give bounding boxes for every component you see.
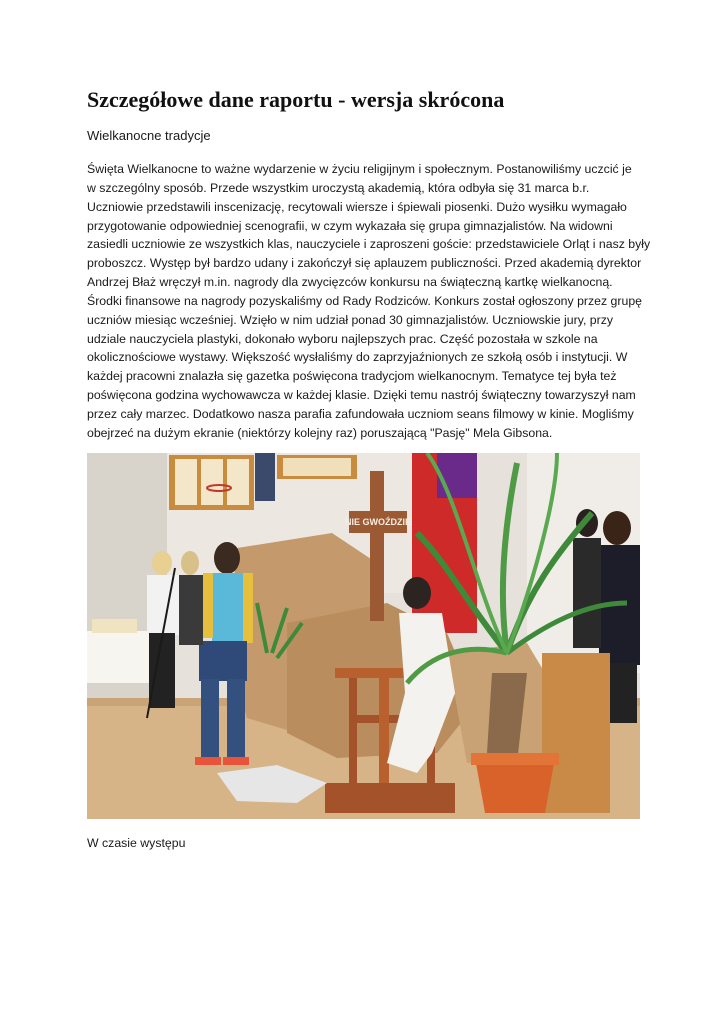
body-paragraph [87,160,650,443]
body-line: Środki finansowe na nagrody pozyskaliśmy od Rady Rodziców. Konkurs został ogłoszony przez grupę [87,293,643,308]
body-line: przez cały marzec. Dodatkowo nasza parafia zafundowała uczniom seans filmowy w kinie. Mogliśmy [87,406,634,421]
page-title: Szczegółowe dane raportu - wersja skrócona [87,87,505,112]
section-subtitle: Wielkanocne tradycje [87,128,211,143]
body-line: każdej pracowni znalazła się gazetka poświęcona tradycjom wielkanocnym. Tematyce tej była też [87,369,617,384]
body-line: okolicznościowe wystawy. Większość wysłaliśmy do zaprzyjaźnionych ze szkołą osób i instytucji. W [87,350,628,365]
body-line: udziale nauczyciela plastyki, dokonało wyboru najlepszych prac. Część pozostała w szkole na [87,331,598,346]
body-line: uczniów miesiąc wcześniej. Wzięło w nim udział ponad 30 gimnazjalistów. Uczniowskie jury, przy [87,312,614,327]
body-line: przygotowanie odpowiedniej scenografii, w czym wykazała się grupa gimnazjalistów. Na widowni [87,218,613,233]
body-line: zasiedli uczniowie ze wszystkich klas, nauczyciele i zaproszeni goście: przedstawiciele Orląt i nasz były [87,237,651,252]
body-line: w szczególny sposób. Przede wszystkim uroczystą akademią, która odbyła się 31 marca b.r. [87,180,590,195]
photo-caption: W czasie występu [87,836,186,850]
event-photo [87,453,640,819]
body-line: proboszcz. Występ był bardzo udany i zakończył się aplauzem publiczności. Przed akademią dyrektor [87,256,642,271]
event-photo-illustration [87,453,640,819]
body-line: Uczniowie przedstawili inscenizację, recytowali wiersze i śpiewali piosenki. Dużo wysiłku wymagało [87,199,627,214]
body-line: Święta Wielkanocne to ważne wydarzenie w życiu religijnym i społecznym. Postanowiliśmy uczcić je [87,162,632,176]
cross-sign-text: NIE GWOŹDZIE [345,517,411,527]
body-line: Andrzej Błaż wręczył m.in. nagrody dla zwycięzców konkursu na świąteczną kartkę wielkanocną. [87,275,613,290]
body-line: poświęcona godzina wychowawcza w każdej klasie. Dzięki temu nastrój świąteczny towarzyszył nam [87,388,636,403]
body-line: obejrzeć na dużym ekranie (niektórzy kolejny raz) poruszającą "Pasję" Mela Gibsona. [87,425,553,440]
